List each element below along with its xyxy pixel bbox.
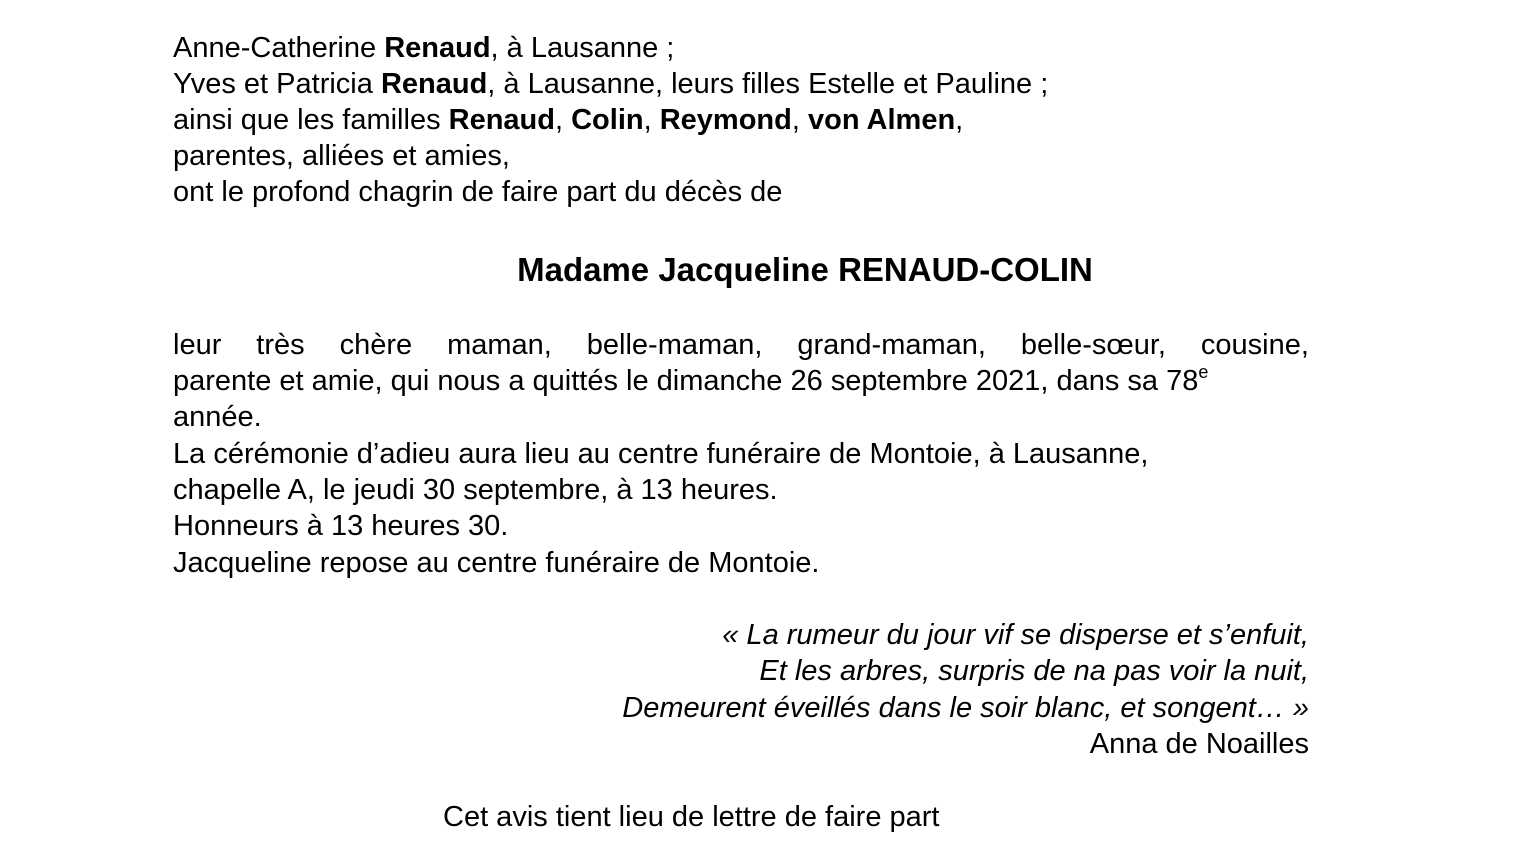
ceremony-line-2: chapelle A, le jeudi 30 septembre, à 13 heures. <box>173 474 778 506</box>
ordinal-superscript: e <box>1198 362 1209 382</box>
deceased-name: Madame Jacqueline RENAUD-COLIN <box>517 251 1093 288</box>
family-line-2: Yves et Patricia Renaud, à Lausanne, leurs filles Estelle et Pauline ; <box>173 68 1049 100</box>
surname: von Almen <box>808 104 956 136</box>
word: belle-maman, <box>586 329 763 361</box>
body-line-3: année. <box>173 401 262 433</box>
poem-line-1: « La rumeur du jour vif se disperse et s’enfuit, <box>722 619 1309 651</box>
footer-note: Cet avis tient lieu de lettre de faire part <box>443 801 940 833</box>
word: maman, <box>447 329 552 361</box>
honours-line: Honneurs à 13 heures 30. <box>173 510 509 542</box>
ceremony-line-1: La cérémonie d’adieu aura lieu au centre funéraire de Montoie, à Lausanne, <box>173 438 1149 470</box>
surname: Renaud <box>448 104 555 136</box>
family-line-4: parentes, alliées et amies, <box>173 140 510 172</box>
word: cousine, <box>1200 329 1309 361</box>
family-line-1: Anne-Catherine Renaud, à Lausanne ; <box>173 32 675 64</box>
family-line-3: ainsi que les familles Renaud, Colin, Reymond, von Almen, <box>173 104 964 136</box>
poem-line-2: Et les arbres, surpris de na pas voir la nuit, <box>759 655 1309 687</box>
surname: Renaud <box>384 32 491 64</box>
family-line-5: ont le profond chagrin de faire part du décès de <box>173 176 783 208</box>
surname: Reymond <box>659 104 792 136</box>
word: très <box>256 329 305 361</box>
word: belle-sœur, <box>1020 329 1166 361</box>
body-line-2: parente et amie, qui nous a quittés le dimanche 26 septembre 2021, dans sa 78e <box>173 362 1209 397</box>
word: leur <box>173 329 222 361</box>
word: grand-maman, <box>797 329 986 361</box>
body-line-1 <box>173 327 1309 363</box>
surname: Renaud <box>380 68 488 100</box>
word: chère <box>339 329 413 361</box>
poem-author: Anna de Noailles <box>1089 728 1309 760</box>
poem-line-3: Demeurent éveillés dans le soir blanc, et songent… » <box>622 692 1309 724</box>
repose-line: Jacqueline repose au centre funéraire de Montoie. <box>173 547 820 579</box>
surname: Colin <box>571 104 644 136</box>
